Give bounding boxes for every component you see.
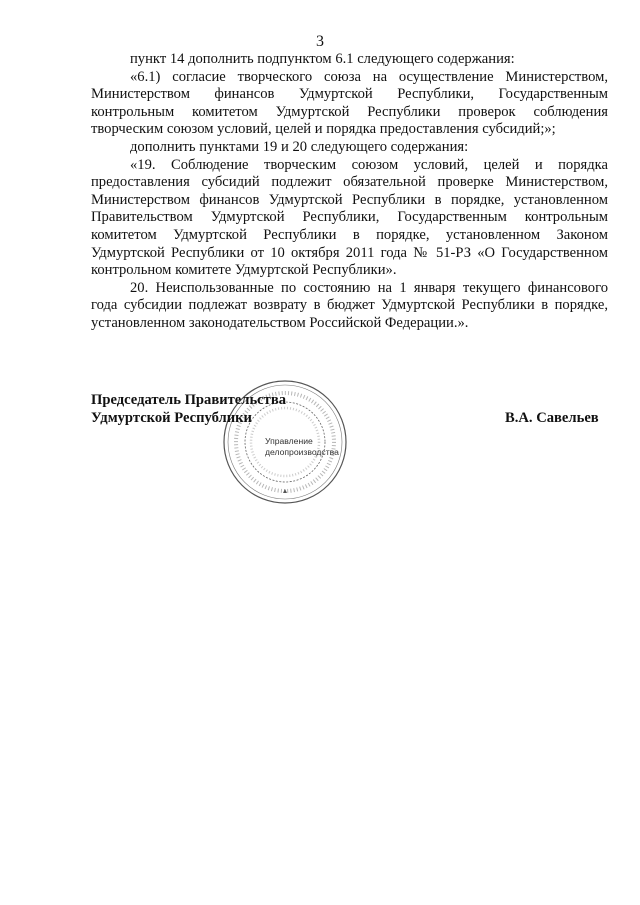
paragraph: «6.1) согласие творческого союза на осуществление Министерством, Министерством финансов Удмуртской Республики, Государственным контрольным комитетом Удмуртской Республики проверок соблюдения творческим союзом условий, целей и порядка предоставления субсидий;»;	[91, 68, 608, 138]
paragraph: пункт 14 дополнить подпунктом 6.1 следующего содержания:	[130, 51, 515, 67]
paragraph: дополнить пунктами 19 и 20 следующего содержания:	[130, 138, 469, 155]
paragraph: 20. Неиспользованные по состоянию на 1 января текущего финансового года субсидии подлежат возврату в бюджет Удмуртской Республики в порядке, установленном законодательством Российской Федерации.».	[91, 279, 608, 331]
signatory-position: Председатель Правительства	[91, 392, 287, 408]
signatory-position: Удмуртской Республики	[91, 409, 252, 426]
signatory-name: В.А. Савельев	[505, 409, 599, 426]
seal-line: делопроизводства	[265, 447, 339, 457]
seal-line: Управление	[265, 436, 313, 446]
paragraph: «19. Соблюдение творческим союзом условий, целей и порядка предоставления субсидий подлежит обязательной проверке Министерством, Министерством финансов Удмуртской Республики в порядке, установленном Правительством Удмуртской Республики, Государственным контрольным комитетом Удмуртской Республики в порядке, установленном Законом Удмуртской Республики от 10 октября 2011 года № 51-РЗ «О Государственном контрольном комитете Удмуртской Республики».	[91, 156, 608, 279]
page-number: 3	[316, 33, 324, 50]
seal-inner-text	[265, 436, 339, 458]
document-body	[91, 51, 608, 333]
